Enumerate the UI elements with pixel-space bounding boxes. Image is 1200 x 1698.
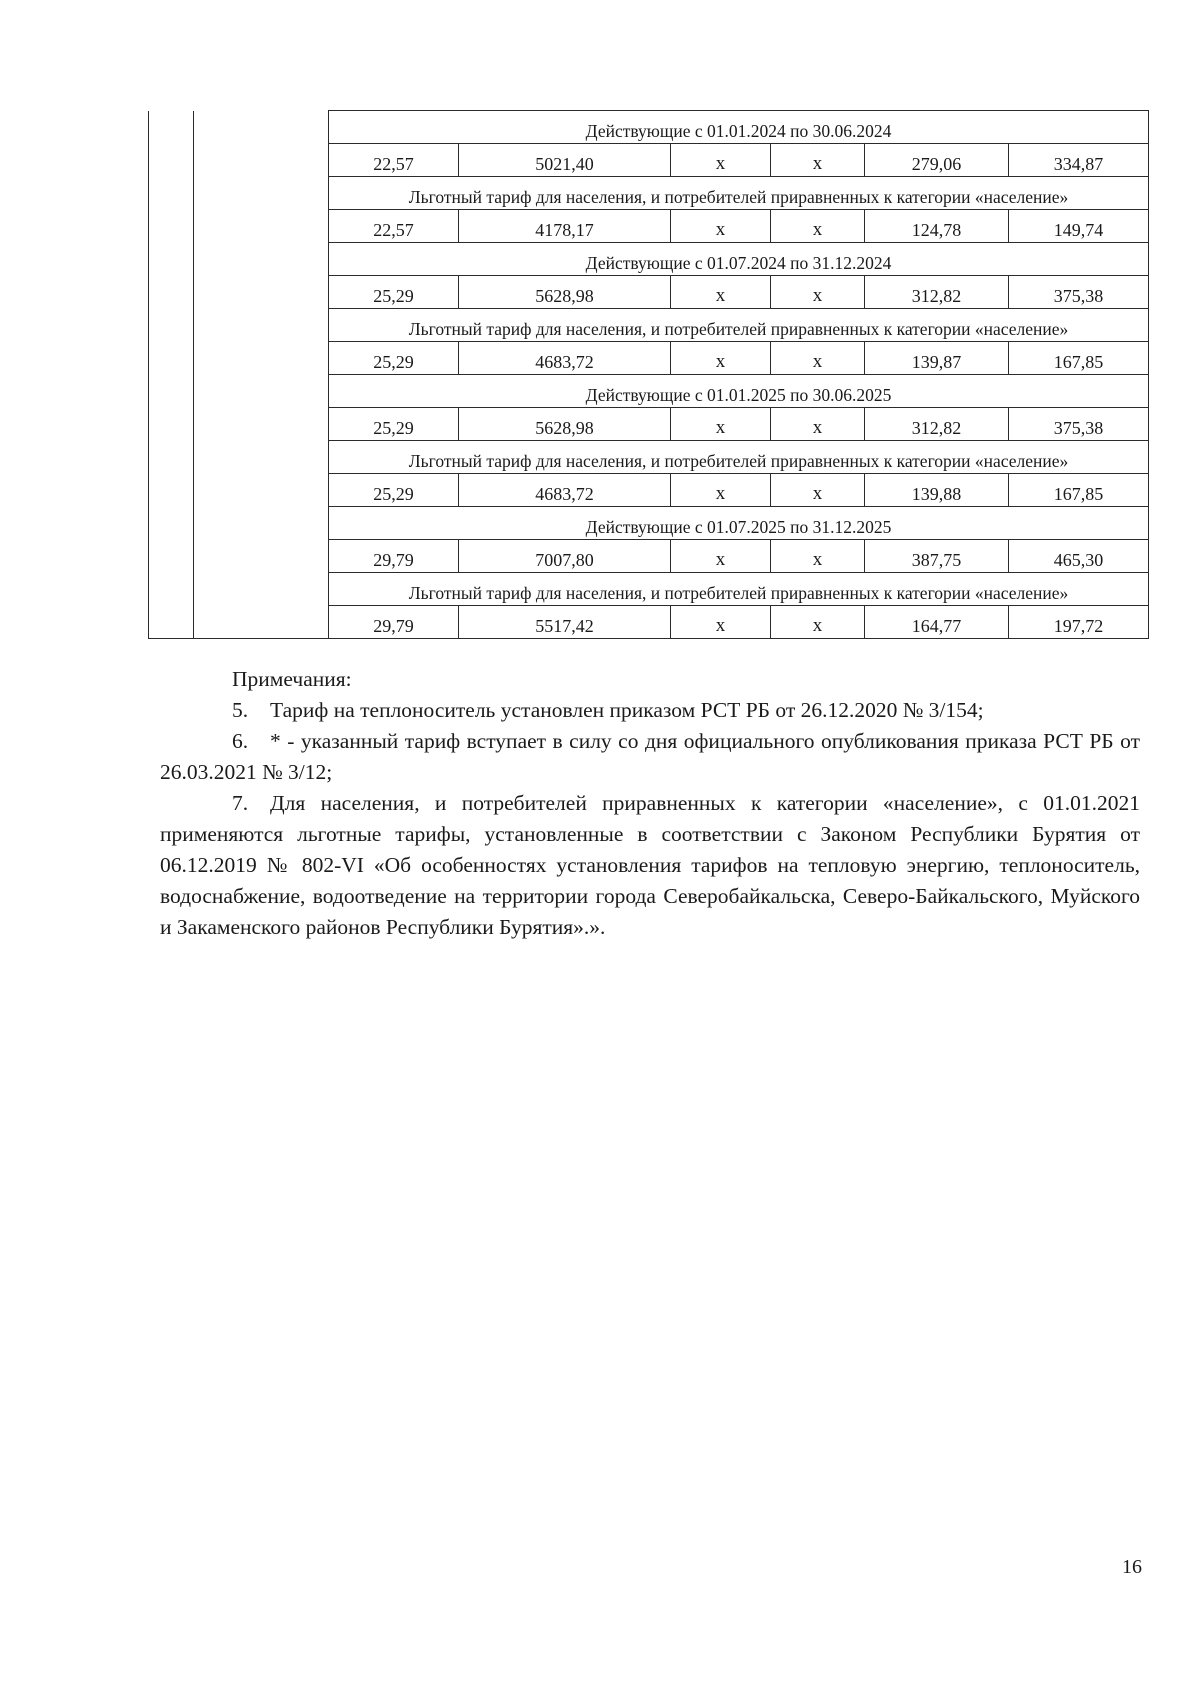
table-cell: х — [671, 540, 771, 573]
blank-col-1 — [149, 111, 194, 639]
table-cell: х — [671, 408, 771, 441]
table-cell: х — [671, 210, 771, 243]
table-cell: 29,79 — [329, 606, 459, 639]
section-label: Льготный тариф для населения, и потребителей приравненных к категории «население» — [329, 573, 1149, 606]
table-cell: х — [771, 606, 865, 639]
section-label: Льготный тариф для населения, и потребителей приравненных к категории «население» — [329, 441, 1149, 474]
section-label: Действующие с 01.07.2024 по 31.12.2024 — [329, 243, 1149, 276]
table-cell: 124,78 — [865, 210, 1009, 243]
section-label: Льготный тариф для населения, и потребителей приравненных к категории «население» — [329, 177, 1149, 210]
notes-heading: Примечания: — [232, 667, 352, 691]
table-cell: 4683,72 — [459, 342, 671, 375]
table-cell: 22,57 — [329, 210, 459, 243]
table-cell: 197,72 — [1009, 606, 1149, 639]
table-cell: 5628,98 — [459, 408, 671, 441]
notes-list — [160, 695, 1140, 943]
note-text: Для населения, и потребителей приравненных к категории «население», с 01.01.2021 применяются льготные тарифы, установленные в соответствии с Законом Республики Бурятия от 06.12.2019 № 802-VI «Об особенностях установления тарифов на тепловую энергию, теплоноситель, водоснабжение, водоотведение на территории города Северобайкальска, Северо-Байкальского, Муйского и Закаменского районов Республики Бурятия».». — [160, 791, 1140, 939]
note-number: 5. — [232, 698, 249, 722]
page-number: 16 — [1122, 1556, 1142, 1578]
table-cell: 167,85 — [1009, 474, 1149, 507]
table-cell: 7007,80 — [459, 540, 671, 573]
note-item — [160, 788, 1140, 943]
period-header — [149, 111, 1149, 144]
table-cell: х — [771, 276, 865, 309]
table-cell: 22,57 — [329, 144, 459, 177]
table-cell: 139,88 — [865, 474, 1009, 507]
table-cell: 167,85 — [1009, 342, 1149, 375]
table-cell: 29,79 — [329, 540, 459, 573]
blank-col-2 — [194, 111, 329, 639]
table-cell: х — [771, 540, 865, 573]
note-text: Тариф на теплоноситель установлен приказом РСТ РБ от 26.12.2020 № 3/154; — [270, 698, 984, 722]
table-cell: 334,87 — [1009, 144, 1149, 177]
table-cell: х — [671, 144, 771, 177]
notes-section — [160, 664, 1140, 943]
table-cell: 25,29 — [329, 342, 459, 375]
table-cell: х — [771, 408, 865, 441]
table-cell: х — [771, 210, 865, 243]
table-cell: 387,75 — [865, 540, 1009, 573]
table-body — [149, 111, 1149, 639]
tariff-table — [148, 110, 1149, 639]
table-cell: 139,87 — [865, 342, 1009, 375]
section-label: Действующие с 01.01.2024 по 30.06.2024 — [329, 111, 1149, 144]
table-cell: 312,82 — [865, 276, 1009, 309]
table-cell: х — [771, 144, 865, 177]
table-cell: х — [671, 342, 771, 375]
table-cell: 4683,72 — [459, 474, 671, 507]
table-cell: х — [671, 606, 771, 639]
note-text: * - указанный тариф вступает в силу со дня официального опубликования приказа РСТ РБ от 26.03.2021 № 3/12; — [160, 729, 1140, 784]
section-label: Действующие с 01.01.2025 по 30.06.2025 — [329, 375, 1149, 408]
table-cell: х — [671, 474, 771, 507]
note-item — [160, 726, 1140, 788]
note-item — [160, 695, 1140, 726]
table-cell: 25,29 — [329, 408, 459, 441]
table-cell: 5628,98 — [459, 276, 671, 309]
table-cell: 25,29 — [329, 474, 459, 507]
table-cell: х — [671, 276, 771, 309]
table-cell: 164,77 — [865, 606, 1009, 639]
section-label: Льготный тариф для населения, и потребителей приравненных к категории «население» — [329, 309, 1149, 342]
table-cell: 149,74 — [1009, 210, 1149, 243]
table-cell: 312,82 — [865, 408, 1009, 441]
section-label: Действующие с 01.07.2025 по 31.12.2025 — [329, 507, 1149, 540]
table-cell: 5517,42 — [459, 606, 671, 639]
table-cell: х — [771, 342, 865, 375]
table-cell: 375,38 — [1009, 408, 1149, 441]
table-cell: 279,06 — [865, 144, 1009, 177]
note-number: 7. — [232, 791, 249, 815]
table-cell: 25,29 — [329, 276, 459, 309]
table-cell: 465,30 — [1009, 540, 1149, 573]
table-cell: 5021,40 — [459, 144, 671, 177]
table-cell: х — [771, 474, 865, 507]
note-number: 6. — [232, 729, 249, 753]
table-cell: 375,38 — [1009, 276, 1149, 309]
table-cell: 4178,17 — [459, 210, 671, 243]
